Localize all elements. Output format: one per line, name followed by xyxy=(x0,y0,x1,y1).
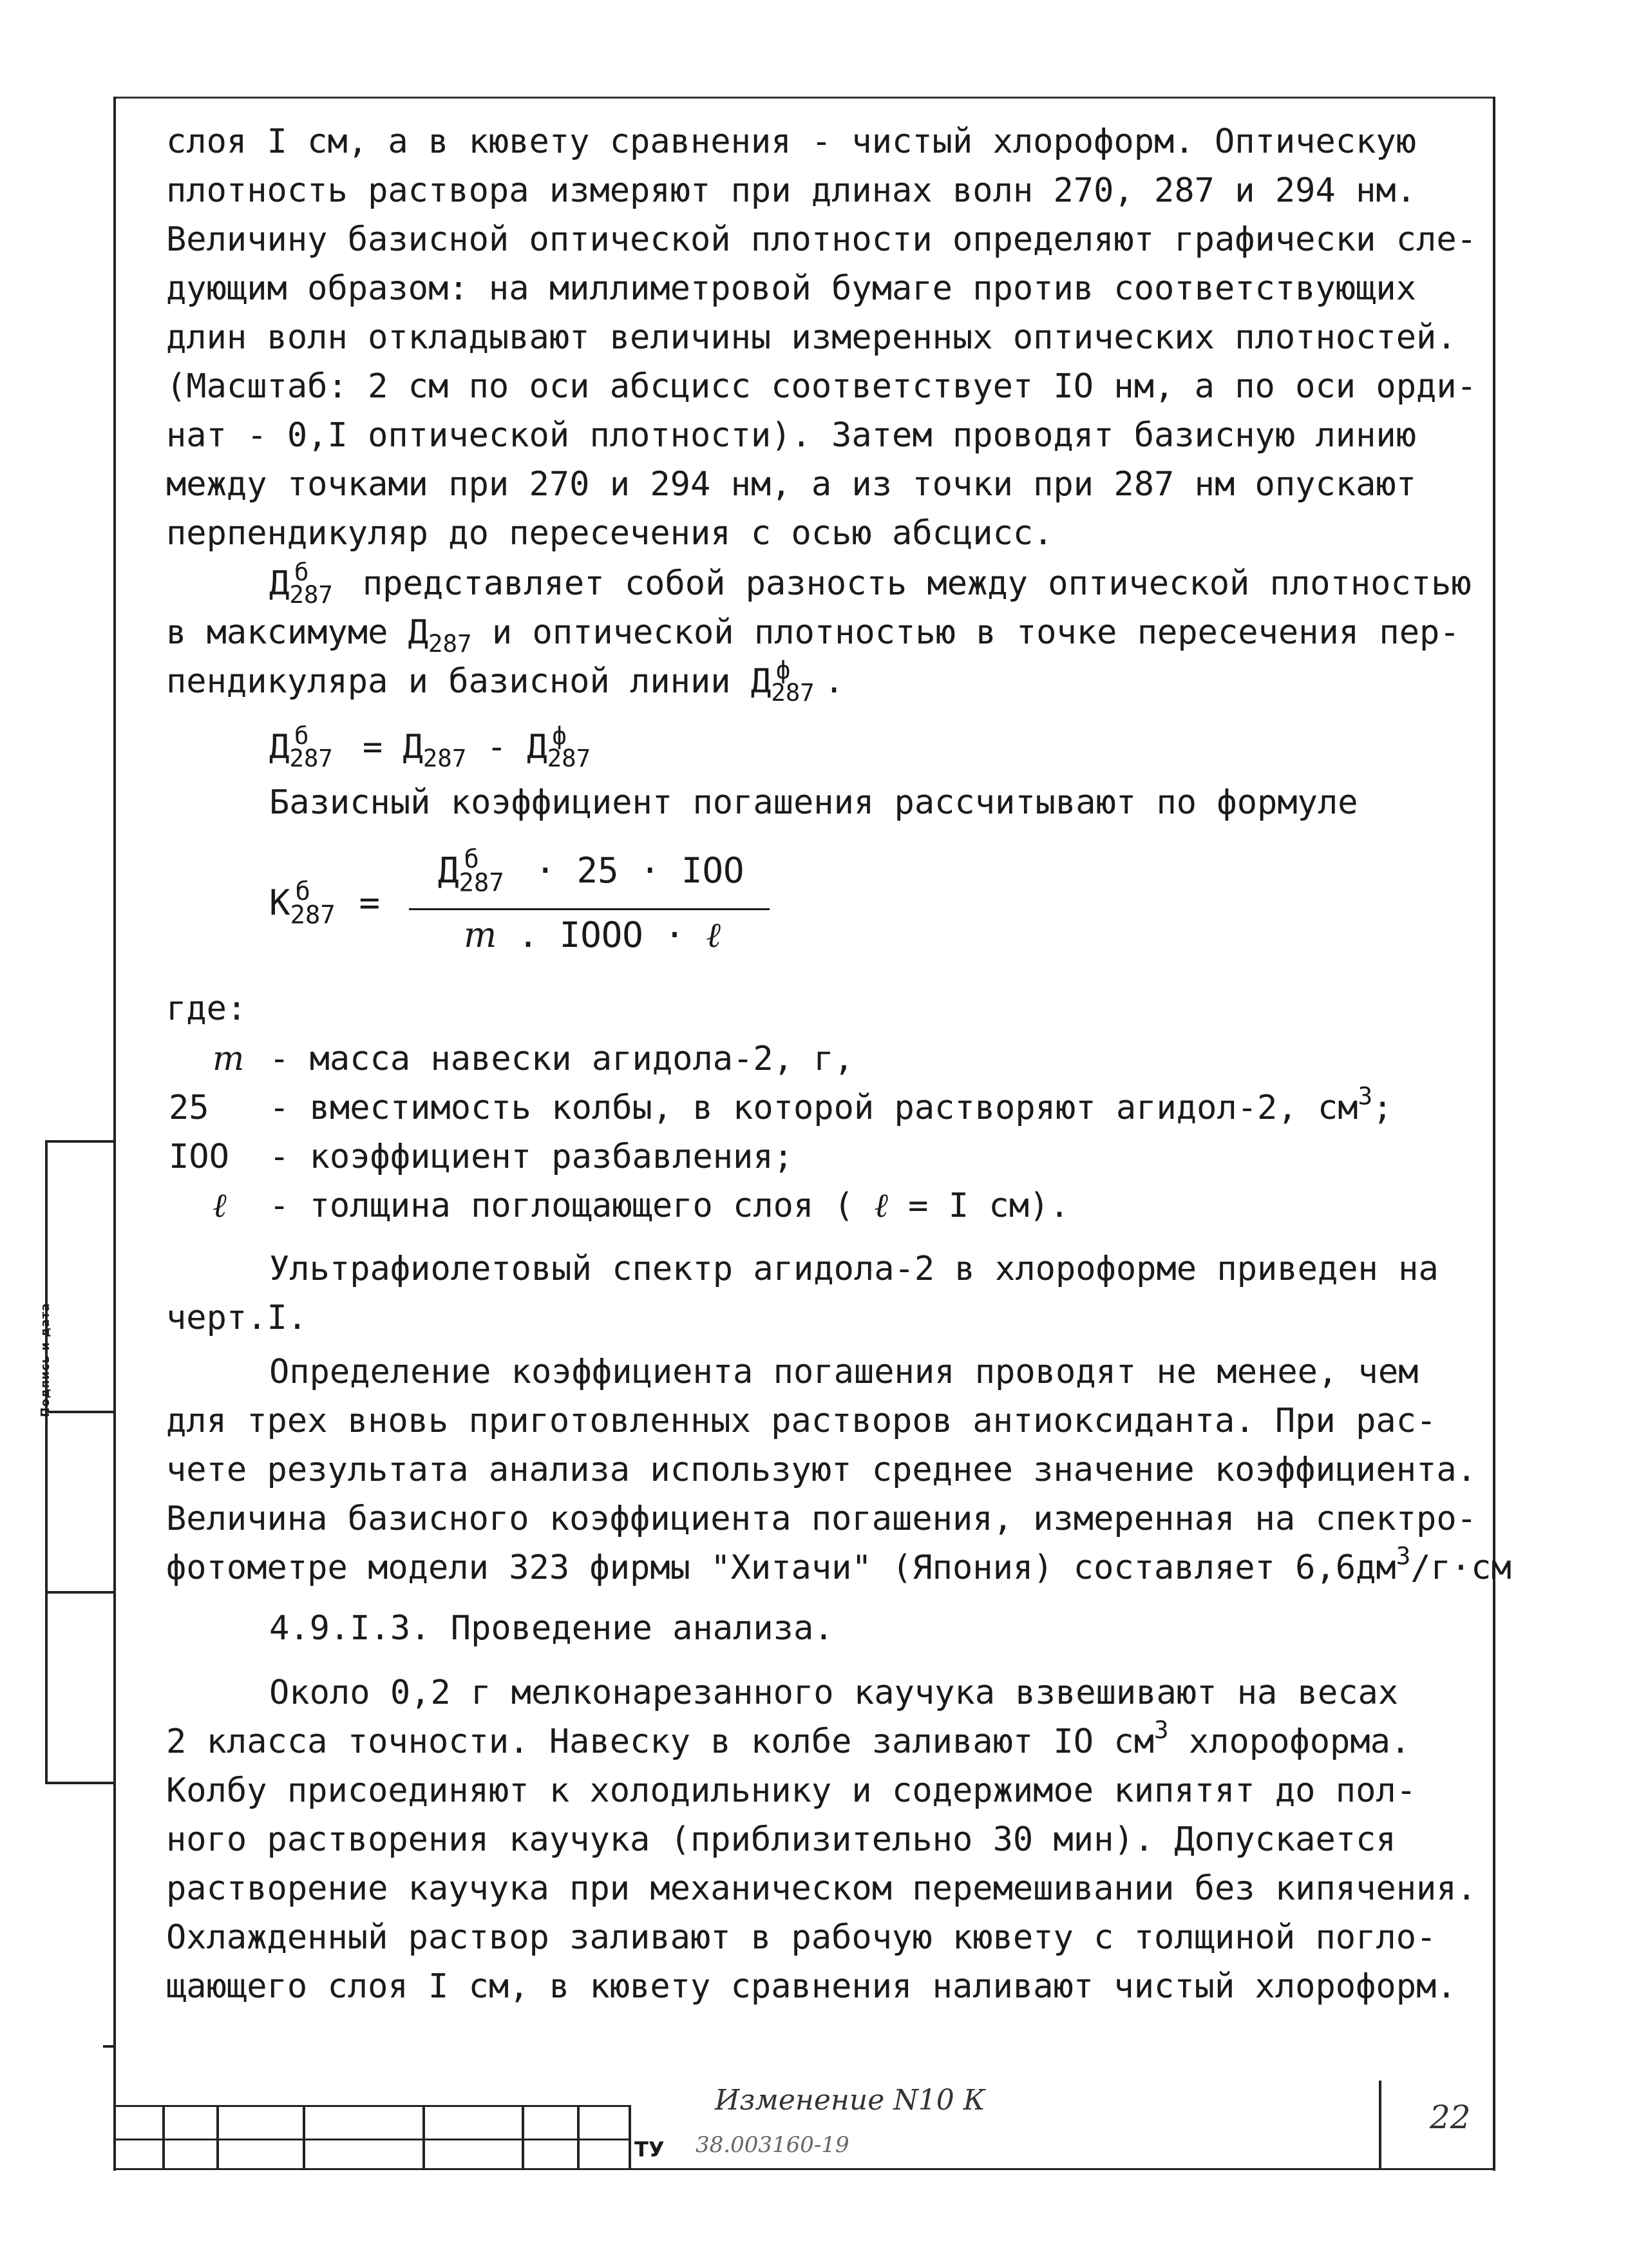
text-line: Определение коэффициента погашения проводят не менее, чем xyxy=(269,1353,1419,1391)
text-line: дующим образом: на миллиметровой бумаге против соответствующих xyxy=(166,269,1417,308)
text-line: слоя I см, а в кювету сравнения - чистый хлороформ. Оптическую xyxy=(166,122,1417,161)
text-line: $Д_{287}^б$ представляет собой разность между оптической плотностью xyxy=(269,557,1472,609)
doc-code-label: ТУ xyxy=(634,2137,665,2162)
side-tick xyxy=(103,2045,115,2048)
change-note: Изменение N10 К xyxy=(715,2084,985,2117)
doc-code: 38.003160-19 xyxy=(696,2132,849,2153)
formula-k-left: $К_{287}^б$ = xyxy=(269,877,381,930)
formula-intro: Базисный коэффициент погашения рассчитывают по формуле xyxy=(269,783,1358,822)
text-line: Величину базисной оптической плотности определяют графически сле- xyxy=(166,220,1477,259)
formula-k-denominator: m . IOOO · ℓ xyxy=(464,915,721,955)
text-line: пендикуляра и базисной линии $Д_{287}^ф$ . xyxy=(166,655,844,707)
side-stamp-label: Подпись и дата xyxy=(39,1302,52,1417)
definition-25: - вместимость колбы, в которой растворяют агидол-2, $см^3$; xyxy=(269,1082,1393,1127)
text-line: 2 класса точности. Навеску в колбе заливают IO $см^3$ хлороформа. xyxy=(166,1715,1411,1761)
text-line: чете результата анализа используют среднее значение коэффициента. xyxy=(166,1451,1477,1489)
text-line: нат - 0,I оптической плотности). Затем проводят базисную линию xyxy=(166,416,1417,455)
definition-25-symbol: 25 xyxy=(169,1089,209,1127)
text-line: Около 0,2 г мелконарезанного каучука взвешивают на весах xyxy=(269,1673,1399,1712)
text-line: для трех вновь приготовленных растворов антиоксиданта. При рас- xyxy=(166,1402,1437,1440)
formula-k-numerator: $Д_{287}^б \cdot 25$ · IOO xyxy=(438,844,744,898)
definition-l-symbol: ℓ xyxy=(213,1186,227,1225)
text-line: ного растворения каучука (приблизительно 30 мин). Допускается xyxy=(166,1820,1396,1859)
definition-m: - масса навески агидола-2, г, xyxy=(269,1040,854,1078)
page-number: 22 xyxy=(1430,2099,1471,2136)
definition-l: - толщина поглощающего слоя ( ℓ = I см). xyxy=(269,1186,1070,1225)
text-line: между точками при 270 и 294 нм, а из точки при 287 нм опускают xyxy=(166,465,1417,504)
text-line: черт.I. xyxy=(166,1299,308,1337)
text-line: в максимуме $Д_{287}$ и оптической плотностью в точке пересечения пер- xyxy=(166,613,1460,658)
fraction-bar xyxy=(409,908,770,910)
text-line: Охлажденный раствор заливают в рабочую кювету с толщиной погло- xyxy=(166,1918,1437,1957)
definition-100-symbol: IOO xyxy=(169,1138,229,1176)
definition-m-symbol: m xyxy=(213,1040,245,1078)
section-heading: 4.9.I.3. Проведение анализа. xyxy=(269,1609,834,1648)
definition-100: - коэффициент разбавления; xyxy=(269,1138,793,1176)
text-line: Ультрафиолетовый спектр агидола-2 в хлороформе приведен на xyxy=(269,1250,1439,1288)
frame-right-line xyxy=(1493,97,1495,2171)
text-line: щающего слоя I см, в кювету сравнения наливают чистый хлороформ. xyxy=(166,1967,1457,2006)
text-line: (Масштаб: 2 см по оси абсцисс соответствует IO нм, а по оси орди- xyxy=(166,367,1477,406)
text-line: Колбу присоединяют к холодильнику и содержимое кипятят до пол- xyxy=(166,1771,1417,1810)
text-line: плотность раствора измеряют при длинах волн 270, 287 и 294 нм. xyxy=(166,171,1417,210)
text-line: длин волн откладывают величины измеренных оптических плотностей. xyxy=(166,318,1457,357)
where-label: где: xyxy=(166,989,247,1028)
text-line: перпендикуляр до пересечения с осью абсцисс. xyxy=(166,514,1054,553)
text-line: Величина базисного коэффициента погашения, измеренная на спектро- xyxy=(166,1500,1477,1538)
text-line: фотометре модели 323 фирмы "Хитачи" (Япония) составляет $6,6дм^3/г\cdot см$ xyxy=(166,1541,1512,1587)
frame-top-line xyxy=(113,97,1495,99)
equation-base-density: $Д_{287}^б = Д_{287} - Д_{287}^ф$ xyxy=(269,721,591,773)
text-line: растворение каучука при механическом перемешивании без кипячения. xyxy=(166,1869,1477,1908)
frame-left-line xyxy=(113,97,116,2171)
